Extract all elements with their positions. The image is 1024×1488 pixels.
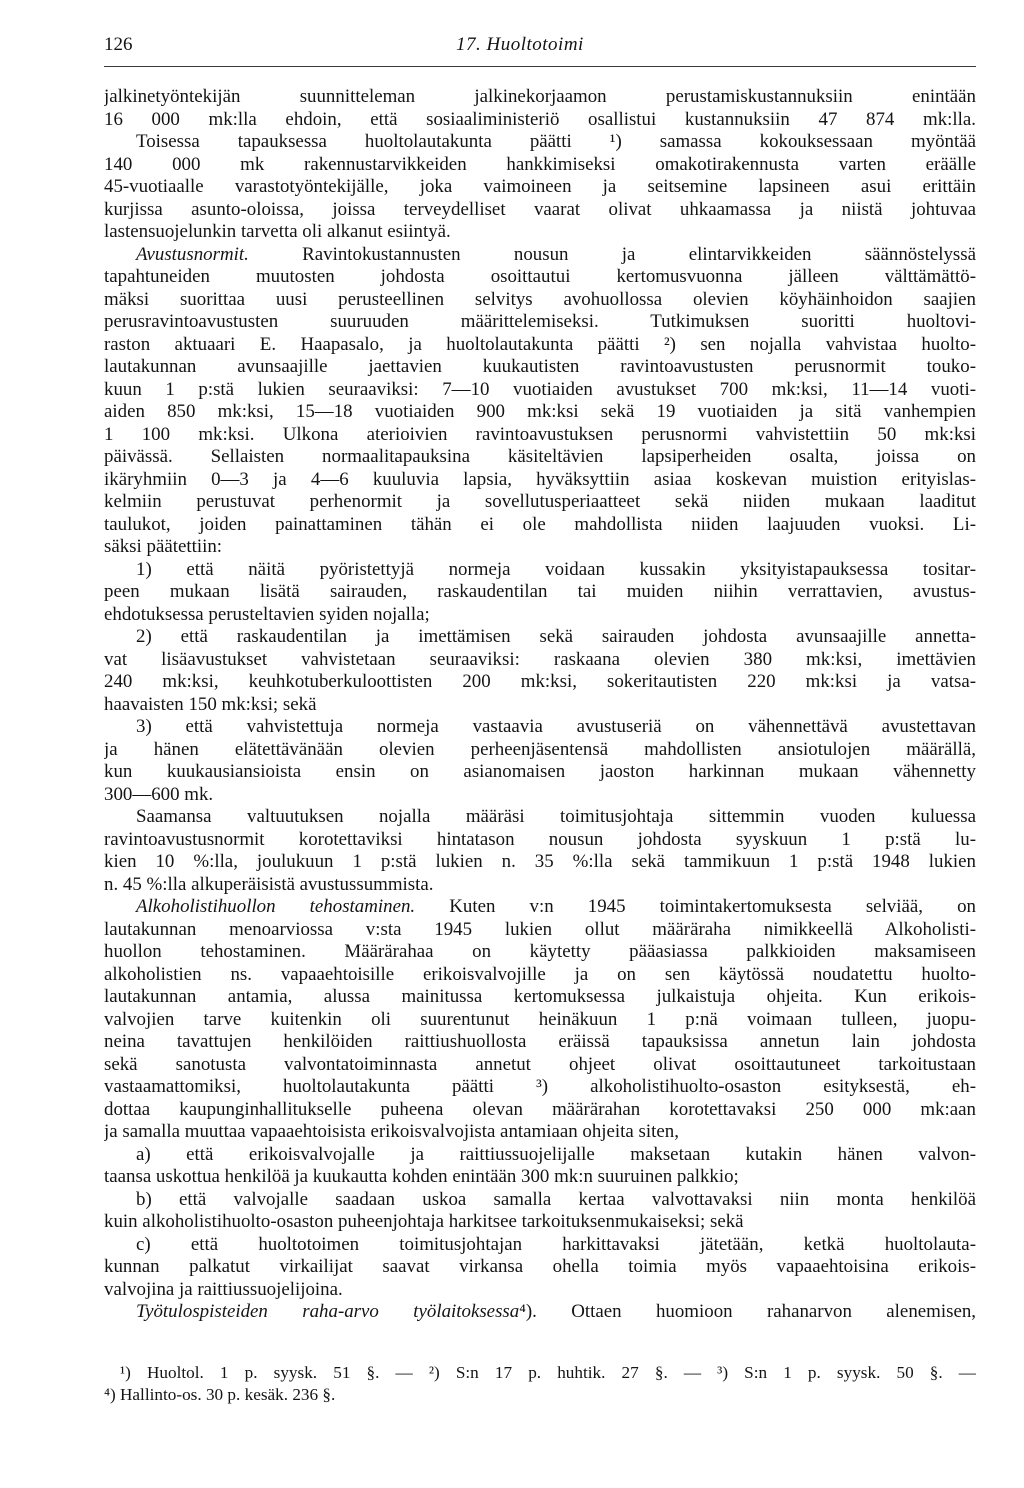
footnote-line: ¹) Huoltol. 1 p. syysk. 51 §. — ²) S:n 17 p. huhtik. 27 §. — ³) S:n 1 p. syysk. 50 §. — bbox=[120, 1363, 976, 1382]
text-line: vat lisäavustukset vahvistetaan seuraaviksi: raskaana olevien 380 mk:ksi, imettävien bbox=[104, 648, 976, 670]
footnote-line: ⁴) Hallinto-os. 30 p. kesäk. 236 §. bbox=[104, 1385, 336, 1404]
text-line: raston aktuaari E. Haapasalo, ja huoltolautakunta päätti ²) sen nojalla vahvistaa huolto- bbox=[104, 333, 976, 355]
text-line: 1 100 mk:ksi. Ulkona aterioivien ravintoavustuksen perusnormi vahvistettiin 50 mk:ksi bbox=[104, 423, 976, 445]
text-line: 16 000 mk:lla ehdoin, että sosiaaliministeriö osallistui kustannuksiin 47 874 mk:lla. bbox=[104, 108, 976, 130]
text-line: lautakunnan menoarviossa v:sta 1945 lukien ollut määräraha nimikkeellä Alkoholisti- bbox=[104, 918, 976, 940]
text-line: 240 mk:ksi, keuhkotuberkuloottisten 200 mk:ksi, sokeritautisten 220 mk:ksi ja vatsa- bbox=[104, 671, 976, 692]
text-line: ja samalla muuttaa vapaaehtoisista erikoisvalvojista antamiaan ohjeita siten, bbox=[104, 1121, 679, 1142]
text-line: tapahtuneiden muutosten johdosta osoittautui kertomusvuonna jälleen välttämättö- bbox=[104, 266, 976, 287]
list-item-c: c) että huoltotoimen toimitusjohtajan harkittavaksi jätetään, ketkä huoltolauta- bbox=[136, 1233, 976, 1255]
text-line: lautakunnan avunsaajille jaettavien kuukautisten ravintoavustusten perusnormit touko- bbox=[104, 356, 976, 377]
text-line: lastensuojelunkin tarvetta oli alkanut esiintyä. bbox=[104, 221, 451, 242]
text-line: peen mukaan lisätä sairauden, raskaudentilan tai muiden niihin verrattavien, avustus- bbox=[104, 581, 976, 602]
text-line: valvojien tarve kuitenkin oli suurentunut heinäkuun 1 p:nä voimaan tulleen, juopu- bbox=[104, 1008, 976, 1030]
text-line: perusravintoavustusten suuruuden määrittelemiseksi. Tutkimuksen suoritti huoltovi- bbox=[104, 311, 976, 332]
list-item-a: a) että erikoisvalvojalle ja raittiussuojelijalle maksetaan kutakin hänen valvon- bbox=[136, 1143, 976, 1165]
text-line: 140 000 mk rakennustarvikkeiden hankkimiseksi omakotirakennusta varten eräälle bbox=[104, 153, 976, 175]
section-heading-alkoholisti: Alkoholistihuollon tehostaminen. bbox=[136, 896, 416, 917]
footnote-ref: ⁴). bbox=[519, 1301, 537, 1322]
text-line: mäksi suorittaa uusi perusteellinen selvitys avohuollossa olevien köyhäinhoidon saajien bbox=[104, 288, 976, 310]
list-item-b: b) että valvojalle saadaan uskoa samalla kertaa valvottavaksi niin monta henkilöä bbox=[136, 1188, 976, 1210]
text-line: 45-vuotiaalle varastotyöntekijälle, joka vaimoineen ja seitsemine lapsineen asui erittäin bbox=[104, 176, 976, 197]
section-line-avustusnormit bbox=[104, 244, 976, 267]
list-item-1: 1) että näitä pyöristettyjä normeja voidaan kussakin yksityistapauksessa tositar- bbox=[136, 558, 976, 580]
section-line-alkoholisti bbox=[104, 896, 976, 919]
text-line: ravintoavustusnormit korotettaviksi hintatason nousun johdosta syyskuun 1 p:stä lu- bbox=[104, 828, 976, 850]
text-line: dottaa kaupunginhallitukselle puheena olevan määrärahan korotettavaksi 250 000 mk:aan bbox=[104, 1098, 976, 1120]
text-line: n. 45 %:lla alkuperäisistä avustussummista. bbox=[104, 873, 434, 895]
text-line: kien 10 %:lla, joulukuun 1 p:stä lukien n. 35 %:lla sekä tammikuun 1 p:stä 1948 lukien bbox=[104, 851, 976, 872]
text-line: jalkinetyöntekijän suunnitteleman jalkinekorjaamon perustamiskustannuksiin enintään bbox=[104, 86, 976, 107]
text-line: Toisessa tapauksessa huoltolautakunta päätti ¹) samassa kokouksessaan myöntää bbox=[136, 131, 976, 152]
header-rule bbox=[104, 66, 976, 67]
running-title: 17. Huoltotoimi bbox=[456, 34, 584, 55]
text-line: kelmiin perustuvat perhenormit ja sovellutusperiaatteet sekä niiden mukaan laaditut bbox=[104, 491, 976, 512]
text-line: ja hänen elätettävänään olevien perheenjäsentensä mahdollisten ansiotulojen määrällä, bbox=[104, 738, 976, 760]
text-fragment: Ottaen huomioon rahanarvon alenemisen, bbox=[571, 1301, 976, 1322]
text-line: Saamansa valtuutuksen nojalla määräsi toimitusjohtaja sittemmin vuoden kuluessa bbox=[136, 806, 976, 827]
text-line: huollon tehostaminen. Määrärahaa on käytetty pääasiassa palkkioiden maksamiseen bbox=[104, 941, 976, 962]
footnotes bbox=[104, 1362, 976, 1406]
text-line: valvojina ja raittiussuojelijoina. bbox=[104, 1278, 343, 1300]
section-line-tyotulos bbox=[104, 1301, 976, 1324]
list-item-2: 2) että raskaudentilan ja imettämisen sekä sairauden johdosta avunsaajille annetta- bbox=[136, 626, 976, 647]
text-line: päivässä. Sellaisten normaalitapauksina käsiteltävien lapsiperheiden osalta, joissa on bbox=[104, 446, 976, 467]
page-header bbox=[104, 34, 974, 60]
text-line: kurjissa asunto-oloissa, joissa terveydelliset vaarat olivat uhkaamassa ja niistä johtuvaa bbox=[104, 198, 976, 220]
text-line: säksi päätettiin: bbox=[104, 536, 223, 557]
text-line: alkoholistien ns. vapaaehtoisille erikoisvalvojille ja on sen käytössä noudatettu huolto- bbox=[104, 963, 976, 985]
text-line: ikäryhmiin 0—3 ja 4—6 kuuluvia lapsia, hyväksyttiin asiaa koskevan muistion erityislas- bbox=[104, 468, 976, 490]
section-heading-avustusnormit: Avustusnormit. bbox=[136, 243, 249, 265]
page-number: 126 bbox=[104, 34, 133, 55]
text-line: taansa uskottua henkilöä ja kuukautta kohden enintään 300 mk:n suuruinen palkkio; bbox=[104, 1166, 739, 1187]
text-line: neina tavattujen henkilöiden raittiushuollosta eräissä tapauksissa annetun lain johdosta bbox=[104, 1031, 976, 1052]
text-line: ehdotuksessa perusteltavien syiden nojalla; bbox=[104, 603, 430, 625]
text-line: kuin alkoholistihuolto-osaston puheenjohtaja harkitsee tarkoituksenmukaiseksi; sekä bbox=[104, 1211, 744, 1232]
text-line: aiden 850 mk:ksi, 15—18 vuotiaiden 900 mk:ksi sekä 19 vuotiaiden ja sitä vanhempien bbox=[104, 401, 976, 422]
text-line: kun kuukausiansioista ensin on asianomaisen jaoston harkinnan mukaan vähennetty bbox=[104, 761, 976, 782]
text-line: 300—600 mk. bbox=[104, 783, 214, 805]
section-heading-tyotulos: Työtulospisteiden raha-arvo työlaitoksessa bbox=[136, 1301, 520, 1322]
text-fragment: Ravintokustannusten nousun ja elintarvikkeiden säännöstelyssä bbox=[302, 243, 976, 265]
text-fragment: Kuten v:n 1945 toimintakertomuksesta selviää, on bbox=[449, 896, 976, 917]
text-line: sekä sanotusta valvontatoiminnasta annetut ohjeet olivat osoittautuneet tarkoitustaan bbox=[104, 1053, 976, 1075]
text-line: kunnan palkatut virkailijat saavat virkansa ohella toimia myös vapaaehtoisina erikois- bbox=[104, 1256, 976, 1277]
list-item-3: 3) että vahvistettuja normeja vastaavia avustuseriä on vähennettävä avustettavan bbox=[136, 716, 976, 737]
text-line: vastaamattomiksi, huoltolautakunta päätti ³) alkoholistihuolto-osaston esityksestä, eh- bbox=[104, 1076, 976, 1097]
text-line: taulukot, joiden painattaminen tähän ei ole mahdollista niiden laajuuden vuoksi. Li- bbox=[104, 513, 976, 535]
text-line: lautakunnan antamia, alussa mainitussa kertomuksessa julkaistuja ohjeita. Kun erikois- bbox=[104, 986, 976, 1007]
body-text bbox=[104, 86, 976, 1324]
text-line: kuun 1 p:stä lukien seuraaviksi: 7—10 vuotiaiden avustukset 700 mk:ksi, 11—14 vuoti- bbox=[104, 378, 976, 400]
text-line: haavaisten 150 mk:ksi; sekä bbox=[104, 693, 317, 715]
